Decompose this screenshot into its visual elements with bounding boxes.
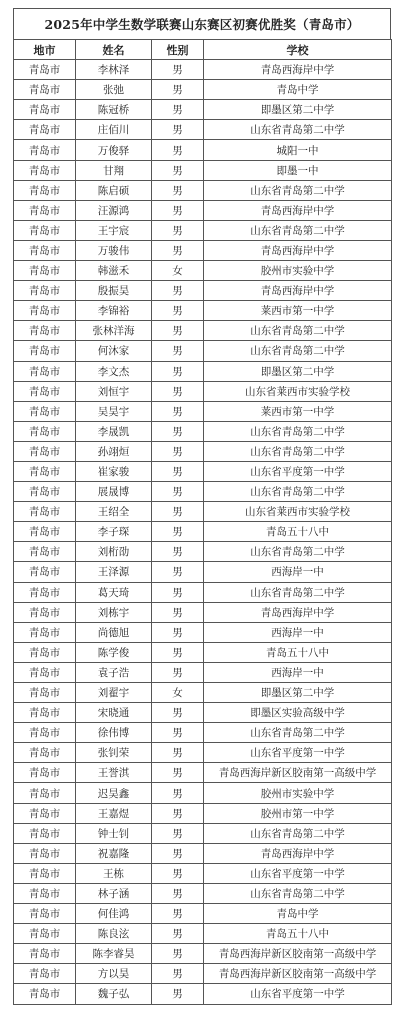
table-row [14, 683, 392, 703]
table-row [14, 120, 392, 140]
cell-gender: 男 [152, 783, 204, 803]
cell-school: 青岛西海岸中学 [204, 200, 392, 220]
table-row [14, 984, 392, 1004]
cell-name: 迟昊鑫 [76, 783, 152, 803]
cell-school: 山东省青岛第二中学 [204, 421, 392, 441]
cell-school: 青岛五十八中 [204, 642, 392, 662]
cell-school: 胶州市实验中学 [204, 261, 392, 281]
cell-name: 刘翟宇 [76, 683, 152, 703]
cell-school: 山东省青岛第二中学 [204, 321, 392, 341]
cell-name: 李子琛 [76, 522, 152, 542]
table-row [14, 904, 392, 924]
cell-city: 青岛市 [14, 281, 76, 301]
table-row [14, 803, 392, 823]
cell-city: 青岛市 [14, 904, 76, 924]
cell-gender: 男 [152, 502, 204, 522]
cell-city: 青岛市 [14, 100, 76, 120]
cell-gender: 男 [152, 461, 204, 481]
cell-school: 山东省青岛第二中学 [204, 120, 392, 140]
cell-gender: 男 [152, 240, 204, 260]
table-row [14, 582, 392, 602]
table-row [14, 763, 392, 783]
cell-gender: 男 [152, 964, 204, 984]
table-row [14, 562, 392, 582]
table-row [14, 723, 392, 743]
cell-school: 山东省青岛第二中学 [204, 582, 392, 602]
cell-city: 青岛市 [14, 80, 76, 100]
cell-name: 李锦裕 [76, 301, 152, 321]
cell-name: 王嘉煜 [76, 803, 152, 823]
cell-school: 山东省青岛第二中学 [204, 220, 392, 240]
cell-city: 青岛市 [14, 803, 76, 823]
table-row [14, 542, 392, 562]
cell-gender: 女 [152, 683, 204, 703]
cell-gender: 男 [152, 984, 204, 1004]
table-row [14, 843, 392, 863]
cell-gender: 男 [152, 160, 204, 180]
cell-gender: 男 [152, 401, 204, 421]
cell-gender: 男 [152, 542, 204, 562]
table-row [14, 944, 392, 964]
cell-school: 青岛西海岸中学 [204, 843, 392, 863]
cell-school: 西海岸一中 [204, 662, 392, 682]
cell-city: 青岛市 [14, 723, 76, 743]
cell-city: 青岛市 [14, 200, 76, 220]
award-sheet [13, 8, 391, 1005]
cell-name: 李文杰 [76, 361, 152, 381]
cell-gender: 男 [152, 823, 204, 843]
cell-name: 李晟凯 [76, 421, 152, 441]
table-row [14, 281, 392, 301]
table-row [14, 321, 392, 341]
cell-name: 王栋 [76, 863, 152, 883]
cell-city: 青岛市 [14, 602, 76, 622]
table-row [14, 461, 392, 481]
cell-name: 张钊荣 [76, 743, 152, 763]
cell-gender: 男 [152, 180, 204, 200]
cell-city: 青岛市 [14, 441, 76, 461]
cell-city: 青岛市 [14, 60, 76, 80]
cell-gender: 男 [152, 703, 204, 723]
cell-city: 青岛市 [14, 763, 76, 783]
cell-name: 陈李睿昊 [76, 944, 152, 964]
table-row [14, 482, 392, 502]
cell-city: 青岛市 [14, 843, 76, 863]
cell-city: 青岛市 [14, 924, 76, 944]
cell-name: 万骏伟 [76, 240, 152, 260]
cell-gender: 男 [152, 944, 204, 964]
cell-name: 甘翔 [76, 160, 152, 180]
table-row [14, 522, 392, 542]
table-row [14, 80, 392, 100]
cell-school: 青岛西海岸中学 [204, 60, 392, 80]
table-row [14, 200, 392, 220]
cell-city: 青岛市 [14, 120, 76, 140]
cell-gender: 男 [152, 120, 204, 140]
cell-school: 即墨区第二中学 [204, 100, 392, 120]
cell-school: 山东省青岛第二中学 [204, 883, 392, 903]
cell-city: 青岛市 [14, 743, 76, 763]
cell-school: 即墨一中 [204, 160, 392, 180]
cell-school: 青岛中学 [204, 80, 392, 100]
table-row [14, 964, 392, 984]
header-name: 姓名 [76, 40, 152, 60]
cell-name: 袁子浩 [76, 662, 152, 682]
cell-city: 青岛市 [14, 361, 76, 381]
cell-city: 青岛市 [14, 381, 76, 401]
table-row [14, 401, 392, 421]
cell-name: 钟士钊 [76, 823, 152, 843]
cell-gender: 男 [152, 924, 204, 944]
cell-gender: 男 [152, 522, 204, 542]
table-row [14, 381, 392, 401]
cell-name: 庄佰川 [76, 120, 152, 140]
cell-gender: 男 [152, 100, 204, 120]
cell-school: 山东省平度第一中学 [204, 863, 392, 883]
cell-school: 青岛中学 [204, 904, 392, 924]
cell-gender: 男 [152, 622, 204, 642]
cell-name: 王绍全 [76, 502, 152, 522]
cell-name: 孙翊烜 [76, 441, 152, 461]
cell-gender: 男 [152, 904, 204, 924]
cell-gender: 男 [152, 301, 204, 321]
cell-name: 宋晓通 [76, 703, 152, 723]
winners-table [13, 39, 392, 1005]
table-row [14, 602, 392, 622]
cell-city: 青岛市 [14, 220, 76, 240]
table-row [14, 361, 392, 381]
table-row [14, 662, 392, 682]
cell-city: 青岛市 [14, 582, 76, 602]
cell-gender: 男 [152, 441, 204, 461]
cell-school: 胶州市第一中学 [204, 803, 392, 823]
cell-city: 青岛市 [14, 461, 76, 481]
cell-name: 展晟博 [76, 482, 152, 502]
header-city: 地市 [14, 40, 76, 60]
cell-city: 青岛市 [14, 542, 76, 562]
cell-name: 陈学俊 [76, 642, 152, 662]
cell-name: 尚德旭 [76, 622, 152, 642]
cell-city: 青岛市 [14, 823, 76, 843]
cell-city: 青岛市 [14, 863, 76, 883]
table-row [14, 240, 392, 260]
cell-gender: 男 [152, 883, 204, 903]
cell-school: 莱西市第一中学 [204, 401, 392, 421]
cell-name: 林子涵 [76, 883, 152, 903]
cell-city: 青岛市 [14, 883, 76, 903]
cell-name: 刘桁劭 [76, 542, 152, 562]
cell-school: 即墨区第二中学 [204, 683, 392, 703]
table-row [14, 301, 392, 321]
cell-gender: 男 [152, 220, 204, 240]
cell-school: 山东省平度第一中学 [204, 461, 392, 481]
cell-city: 青岛市 [14, 522, 76, 542]
cell-school: 山东省青岛第二中学 [204, 341, 392, 361]
cell-gender: 男 [152, 60, 204, 80]
cell-name: 刘恒宇 [76, 381, 152, 401]
cell-city: 青岛市 [14, 502, 76, 522]
cell-city: 青岛市 [14, 642, 76, 662]
cell-school: 青岛西海岸中学 [204, 602, 392, 622]
cell-gender: 男 [152, 421, 204, 441]
cell-gender: 男 [152, 723, 204, 743]
page-title: 2025年中学生数学联赛山东赛区初赛优胜奖（青岛市） [13, 8, 391, 39]
cell-city: 青岛市 [14, 401, 76, 421]
cell-city: 青岛市 [14, 180, 76, 200]
table-row [14, 863, 392, 883]
cell-city: 青岛市 [14, 783, 76, 803]
table-row [14, 160, 392, 180]
cell-gender: 男 [152, 763, 204, 783]
cell-name: 何佳鸿 [76, 904, 152, 924]
cell-gender: 男 [152, 482, 204, 502]
cell-school: 山东省青岛第二中学 [204, 482, 392, 502]
cell-city: 青岛市 [14, 562, 76, 582]
cell-gender: 男 [152, 662, 204, 682]
cell-school: 山东省平度第一中学 [204, 984, 392, 1004]
table-row [14, 622, 392, 642]
cell-city: 青岛市 [14, 683, 76, 703]
cell-name: 汪源鸿 [76, 200, 152, 220]
cell-gender: 男 [152, 321, 204, 341]
table-row [14, 140, 392, 160]
cell-city: 青岛市 [14, 984, 76, 1004]
cell-name: 张弛 [76, 80, 152, 100]
cell-city: 青岛市 [14, 261, 76, 281]
cell-school: 莱西市第一中学 [204, 301, 392, 321]
cell-city: 青岛市 [14, 140, 76, 160]
cell-name: 陈冠桥 [76, 100, 152, 120]
table-row [14, 60, 392, 80]
cell-school: 青岛西海岸新区胶南第一高级中学 [204, 763, 392, 783]
cell-city: 青岛市 [14, 622, 76, 642]
table-row [14, 743, 392, 763]
cell-gender: 男 [152, 803, 204, 823]
table-row [14, 502, 392, 522]
cell-school: 青岛西海岸新区胶南第一高级中学 [204, 964, 392, 984]
table-row [14, 703, 392, 723]
cell-gender: 男 [152, 80, 204, 100]
cell-name: 魏子弘 [76, 984, 152, 1004]
table-row [14, 441, 392, 461]
cell-name: 刘栋宇 [76, 602, 152, 622]
cell-city: 青岛市 [14, 703, 76, 723]
cell-name: 徐伟博 [76, 723, 152, 743]
cell-city: 青岛市 [14, 482, 76, 502]
table-row [14, 261, 392, 281]
cell-name: 吴昊宇 [76, 401, 152, 421]
cell-gender: 男 [152, 582, 204, 602]
cell-name: 崔家骏 [76, 461, 152, 481]
cell-city: 青岛市 [14, 301, 76, 321]
cell-name: 张林洋海 [76, 321, 152, 341]
cell-name: 万俊驿 [76, 140, 152, 160]
cell-school: 山东省青岛第二中学 [204, 441, 392, 461]
cell-name: 方以昊 [76, 964, 152, 984]
cell-city: 青岛市 [14, 341, 76, 361]
table-row [14, 421, 392, 441]
table-row [14, 341, 392, 361]
cell-school: 青岛五十八中 [204, 522, 392, 542]
cell-name: 韩滋禾 [76, 261, 152, 281]
cell-gender: 男 [152, 200, 204, 220]
table-row [14, 220, 392, 240]
cell-gender: 男 [152, 361, 204, 381]
cell-gender: 男 [152, 341, 204, 361]
cell-gender: 女 [152, 261, 204, 281]
cell-city: 青岛市 [14, 240, 76, 260]
cell-gender: 男 [152, 642, 204, 662]
cell-gender: 男 [152, 843, 204, 863]
cell-school: 山东省莱西市实验学校 [204, 381, 392, 401]
table-header-row [14, 40, 392, 60]
cell-city: 青岛市 [14, 421, 76, 441]
cell-name: 祝嘉隆 [76, 843, 152, 863]
cell-school: 山东省青岛第二中学 [204, 180, 392, 200]
cell-name: 何沐家 [76, 341, 152, 361]
cell-school: 山东省莱西市实验学校 [204, 502, 392, 522]
cell-gender: 男 [152, 743, 204, 763]
cell-school: 西海岸一中 [204, 622, 392, 642]
cell-name: 陈启硕 [76, 180, 152, 200]
table-row [14, 180, 392, 200]
cell-gender: 男 [152, 562, 204, 582]
cell-school: 山东省青岛第二中学 [204, 542, 392, 562]
table-row [14, 642, 392, 662]
cell-school: 青岛西海岸中学 [204, 281, 392, 301]
table-body [14, 60, 392, 1004]
cell-school: 青岛五十八中 [204, 924, 392, 944]
cell-city: 青岛市 [14, 662, 76, 682]
cell-school: 山东省平度第一中学 [204, 743, 392, 763]
cell-school: 青岛西海岸中学 [204, 240, 392, 260]
cell-name: 殷振昊 [76, 281, 152, 301]
table-row [14, 823, 392, 843]
table-row [14, 783, 392, 803]
table-row [14, 924, 392, 944]
cell-school: 西海岸一中 [204, 562, 392, 582]
cell-school: 城阳一中 [204, 140, 392, 160]
cell-name: 葛天琦 [76, 582, 152, 602]
cell-gender: 男 [152, 863, 204, 883]
cell-gender: 男 [152, 381, 204, 401]
cell-school: 青岛西海岸新区胶南第一高级中学 [204, 944, 392, 964]
cell-gender: 男 [152, 281, 204, 301]
cell-name: 李林泽 [76, 60, 152, 80]
header-gender: 性别 [152, 40, 204, 60]
table-row [14, 100, 392, 120]
cell-city: 青岛市 [14, 944, 76, 964]
cell-gender: 男 [152, 602, 204, 622]
cell-name: 王誉淇 [76, 763, 152, 783]
cell-school: 山东省青岛第二中学 [204, 723, 392, 743]
cell-school: 胶州市实验中学 [204, 783, 392, 803]
header-school: 学校 [204, 40, 392, 60]
cell-city: 青岛市 [14, 964, 76, 984]
cell-school: 即墨区第二中学 [204, 361, 392, 381]
table-row [14, 883, 392, 903]
cell-school: 即墨区实验高级中学 [204, 703, 392, 723]
cell-school: 山东省青岛第二中学 [204, 823, 392, 843]
cell-name: 王泽源 [76, 562, 152, 582]
cell-name: 陈良泫 [76, 924, 152, 944]
cell-name: 王宇宸 [76, 220, 152, 240]
cell-gender: 男 [152, 140, 204, 160]
cell-city: 青岛市 [14, 160, 76, 180]
cell-city: 青岛市 [14, 321, 76, 341]
